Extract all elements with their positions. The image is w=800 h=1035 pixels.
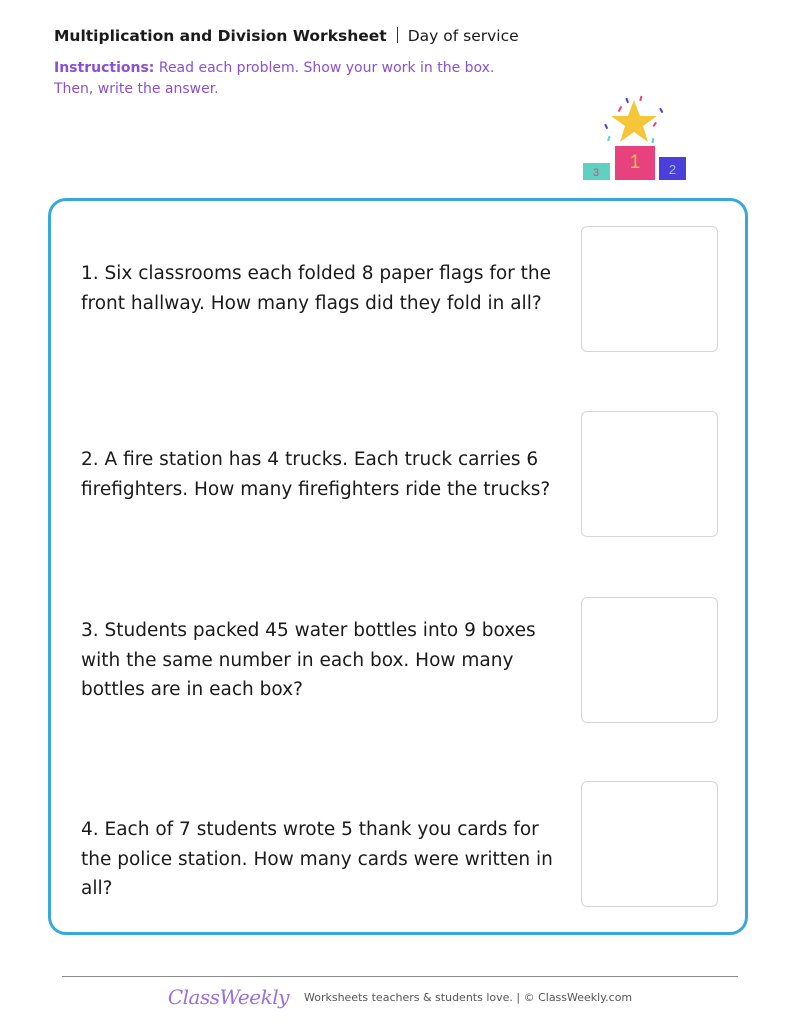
podium-third-label: 3	[592, 167, 600, 179]
worksheet-title: Multiplication and Division Worksheet	[54, 27, 387, 45]
instructions-text: Read each problem. Show your work in the box. Then, write the answer.	[54, 60, 495, 97]
problem-2: 2. A fire station has 4 trucks. Each truck carries 6 firefighters. How many firefighters ride the trucks?	[81, 449, 551, 500]
podium-second-label: 2	[668, 162, 677, 177]
footer	[0, 985, 800, 1009]
problem-4: 4. Each of 7 students wrote 5 thank you cards for the police station. How many cards were written in all?	[81, 819, 553, 899]
answer-box-2[interactable]	[581, 411, 718, 537]
brand-logo: ClassWeekly	[167, 985, 289, 1009]
worksheet-subtitle: Day of service	[407, 27, 519, 45]
title-divider	[397, 27, 398, 43]
answer-box-1[interactable]	[581, 226, 718, 352]
problem-3: 3. Students packed 45 water bottles into 9 boxes with the same number in each box. How many bottles are in each box?	[81, 620, 536, 700]
instructions	[54, 58, 534, 100]
footer-divider	[62, 976, 738, 977]
podium-first-label: 1	[629, 152, 641, 173]
instructions-label: Instructions:	[54, 60, 155, 76]
footer-tagline: Worksheets teachers & students love. | © ClassWeekly.com	[303, 990, 633, 1004]
star-icon	[611, 100, 657, 142]
podium-illustration	[578, 94, 690, 186]
problem-1: 1. Six classrooms each folded 8 paper flags for the front hallway. How many flags did they fold in all?	[81, 263, 552, 314]
answer-box-4[interactable]	[581, 781, 718, 907]
worksheet-header	[54, 27, 519, 45]
answer-box-3[interactable]	[581, 597, 718, 723]
